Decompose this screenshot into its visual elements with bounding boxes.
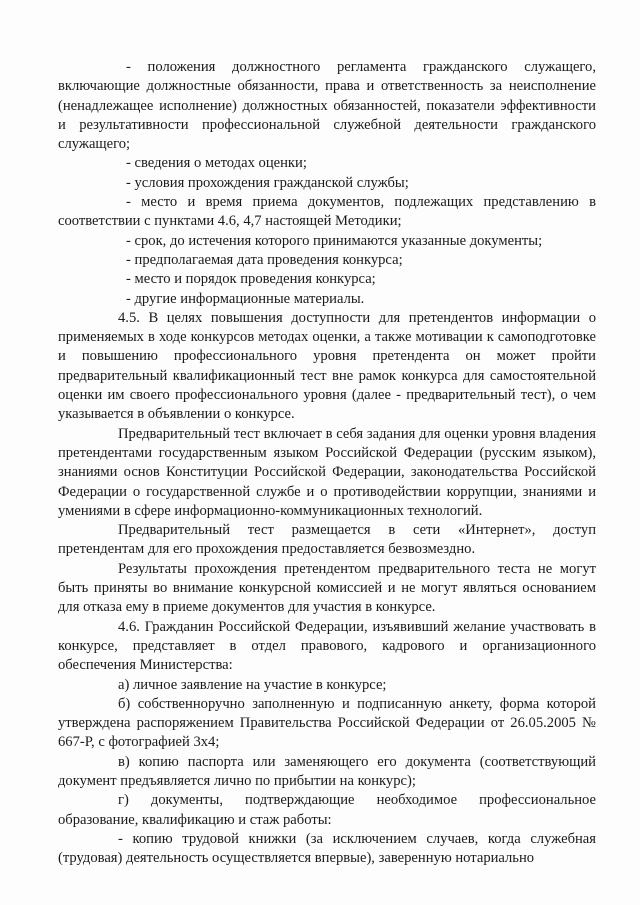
paragraph: - место и время приема документов, подлежащих представлению в соответствии с пунктами 4.6, 4,7 настоящей Методики; bbox=[58, 194, 596, 230]
paragraph: 4.6. Гражданин Российской Федерации, изъявивший желание участвовать в конкурсе, представляет в отдел правового, кадрового и организационного обеспечения Министерства: bbox=[58, 618, 596, 674]
paragraph: 4.5. В целях повышения доступности для претендентов информации о применяемых в ходе конкурсов методах оценки, а также мотивации к самоподготовке и повышению профессионального уровня претендента он может пройти предварительный квалификационный тест вне рамок конкурса для самостоятельной оценки им своего профессионального уровня (далее - предварительный тест), о чем указывается в объявлении о конкурсе. bbox=[58, 309, 596, 423]
paragraph: - копию трудовой книжки (за исключением случаев, когда служебная (трудовая) деятельность осуществляется впервые), заверенную нотариально bbox=[58, 830, 596, 867]
paragraph: - положения должностного регламента гражданского служащего, включающие должностные обязанности, права и ответственность за неисполнение (ненадлежащее исполнение) должностных обязанностей, показатели эффективности и результативности профессиональной служебной деятельности гражданского служащего; bbox=[58, 59, 596, 153]
paragraph: а) личное заявление на участие в конкурсе; bbox=[118, 676, 387, 693]
paragraph: в) копию паспорта или заменяющего его документа (соответствующий документ предъявляется лично по прибытии на конкурс); bbox=[58, 753, 596, 789]
document-body bbox=[58, 58, 596, 868]
paragraph: - условия прохождения гражданской службы; bbox=[126, 174, 409, 191]
paragraph: Предварительный тест размещается в сети «Интернет», доступ претендентам для его прохождения предоставляется безвозмездно. bbox=[58, 522, 596, 558]
paragraph: - сведения о методах оценки; bbox=[126, 155, 307, 172]
paragraph: - место и порядок проведения конкурса; bbox=[126, 271, 376, 288]
paragraph: г) документы, подтверждающие необходимое профессиональное образование, квалификацию и стаж работы: bbox=[58, 792, 596, 828]
paragraph: б) собственноручно заполненную и подписанную анкету, форма которой утверждена распоряжением Правительства Российской Федерации от 26.05.2005 № 667-Р, с фотографией 3х4; bbox=[58, 695, 596, 751]
paragraph: - предполагаемая дата проведения конкурса; bbox=[126, 251, 403, 268]
paragraph: Результаты прохождения претендентом предварительного теста не могут быть приняты во внимание конкурсной комиссией и не могут являться основанием для отказа ему в приеме документов для участия в конкурсе. bbox=[58, 560, 596, 616]
paragraph: - срок, до истечения которого принимаются указанные документы; bbox=[126, 232, 543, 249]
paragraph: Предварительный тест включает в себя задания для оценки уровня владения претендентами государственным языком Российской Федерации (русским языком), знаниями основ Конституции Российской Федерации, законодательства Российской Федерации о государственной службе и о противодействии коррупции, знаниями и умениями в сфере информационно-коммуникационных технологий. bbox=[58, 425, 596, 519]
paragraph: - другие информационные материалы. bbox=[126, 290, 365, 307]
